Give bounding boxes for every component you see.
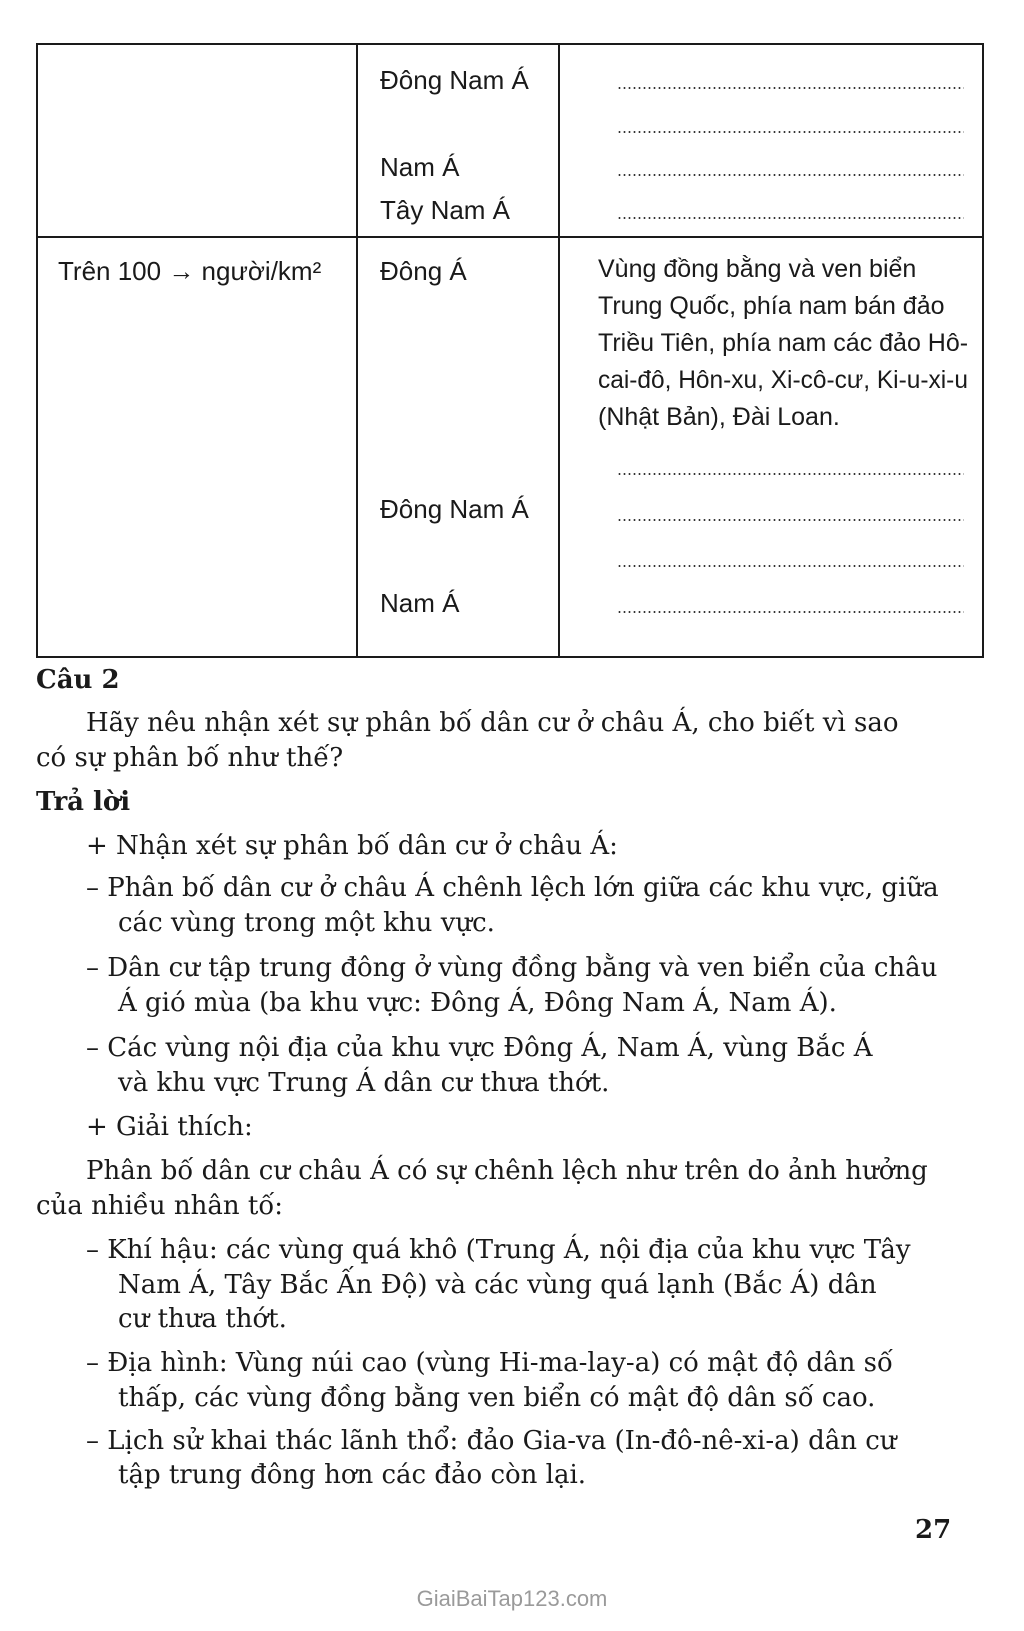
- population-density-table: [36, 43, 984, 658]
- page-number: 27: [915, 1515, 952, 1545]
- table-region-cell: Nam Á: [380, 588, 460, 618]
- description-line: Trung Quốc, phía nam bán đảo: [598, 292, 945, 320]
- table-density-cell: Trên 100 → người/km²: [58, 256, 322, 286]
- bullet-line: – Lịch sử khai thác lãnh thổ: đảo Gia-va (In-đô-nê-xi-a) dân cư: [86, 1426, 897, 1456]
- question-text: Hãy nêu nhận xét sự phân bố dân cư ở châu Á, cho biết vì sao: [86, 708, 899, 738]
- table-row-divider: [38, 236, 982, 238]
- table-region-cell: Nam Á: [380, 152, 460, 182]
- blank-answer-line: [617, 473, 964, 475]
- paragraph-line: của nhiều nhân tố:: [36, 1191, 283, 1221]
- blank-answer-line: [617, 611, 964, 613]
- table-region-cell: Tây Nam Á: [380, 195, 511, 225]
- table-region-cell: Đông Nam Á: [380, 494, 529, 524]
- bullet-line: – Địa hình: Vùng núi cao (vùng Hi-ma-lay-a) có mật độ dân số: [86, 1348, 893, 1378]
- blank-answer-line: [617, 131, 964, 133]
- table-region-cell: Đông Nam Á: [380, 65, 529, 95]
- bullet-line: – Khí hậu: các vùng quá khô (Trung Á, nội địa của khu vực Tây: [86, 1235, 911, 1265]
- explain-title: + Giải thích:: [86, 1112, 253, 1142]
- answer-heading: Trả lời: [36, 787, 131, 817]
- remark-title: + Nhận xét sự phân bố dân cư ở châu Á:: [86, 831, 618, 861]
- watermark: GiaiBaiTap123.com: [416, 1586, 608, 1611]
- blank-answer-line: [617, 87, 964, 89]
- bullet-line: Nam Á, Tây Bắc Ấn Độ) và các vùng quá lạnh (Bắc Á) dân: [118, 1270, 877, 1300]
- question-text: có sự phân bố như thế?: [36, 743, 344, 773]
- blank-answer-line: [617, 217, 964, 219]
- description-line: cai-đô, Hôn-xu, Xi-cô-cư, Ki-u-xi-u: [598, 366, 968, 394]
- description-line: Vùng đồng bằng và ven biển: [598, 255, 917, 283]
- question-heading: Câu 2: [36, 665, 120, 695]
- bullet-line: – Dân cư tập trung đông ở vùng đồng bằng và ven biển của châu: [86, 953, 938, 983]
- blank-answer-line: [617, 565, 964, 567]
- table-description-cell: [598, 251, 968, 436]
- bullet-line: – Phân bố dân cư ở châu Á chênh lệch lớn giữa các khu vực, giữa: [86, 873, 939, 903]
- bullet-line: cư thưa thớt.: [118, 1304, 287, 1334]
- bullet-line: các vùng trong một khu vực.: [118, 908, 495, 938]
- table-column-divider-2: [558, 45, 560, 656]
- bullet-line: thấp, các vùng đồng bằng ven biển có mật độ dân số cao.: [118, 1383, 876, 1413]
- bullet-line: – Các vùng nội địa của khu vực Đông Á, Nam Á, vùng Bắc Á: [86, 1033, 873, 1063]
- description-line: (Nhật Bản), Đài Loan.: [598, 403, 840, 431]
- bullet-line: tập trung đông hơn các đảo còn lại.: [118, 1460, 587, 1490]
- bullet-line: và khu vực Trung Á dân cư thưa thớt.: [118, 1068, 610, 1098]
- blank-answer-line: [617, 519, 964, 521]
- table-region-cell: Đông Á: [380, 256, 467, 286]
- paragraph-line: Phân bố dân cư châu Á có sự chênh lệch như trên do ảnh hưởng: [86, 1156, 928, 1186]
- table-column-divider-1: [356, 45, 358, 656]
- description-line: Triều Tiên, phía nam các đảo Hô-: [598, 329, 969, 357]
- bullet-line: Á gió mùa (ba khu vực: Đông Á, Đông Nam Á, Nam Á).: [118, 988, 837, 1018]
- blank-answer-line: [617, 174, 964, 176]
